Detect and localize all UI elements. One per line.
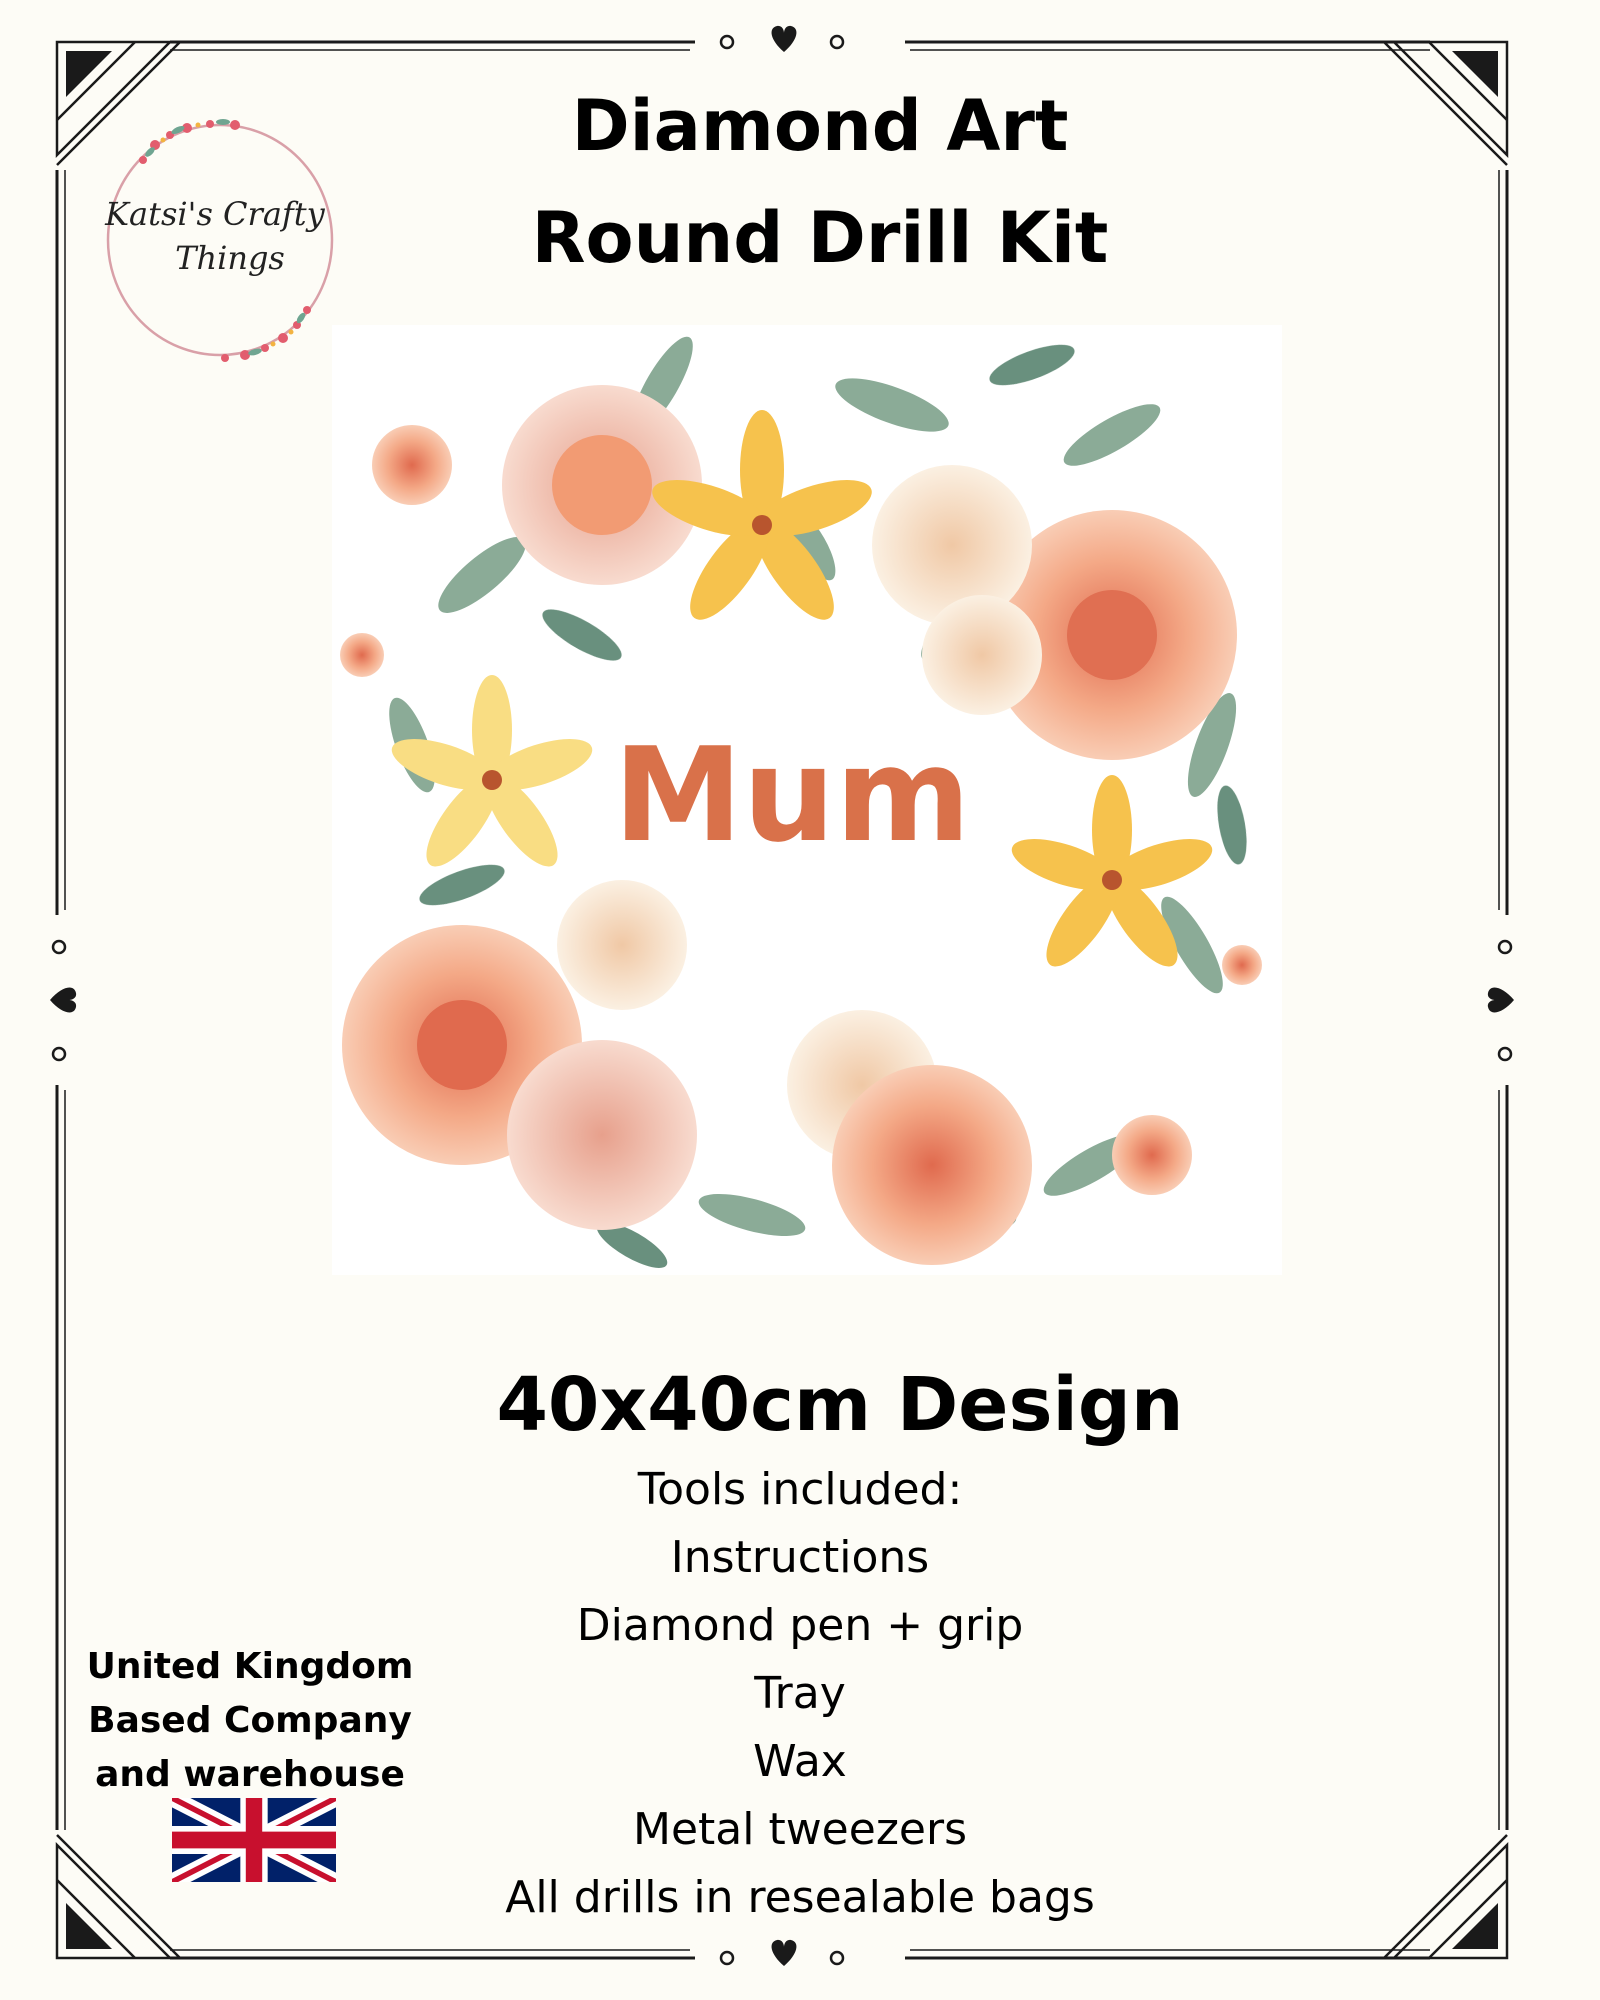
list-item: All drills in resealable bags xyxy=(505,1872,1095,1923)
floral-wreath-illustration-icon xyxy=(332,325,1282,1275)
list-item: Diamond pen + grip xyxy=(576,1600,1024,1651)
company-line-3: and warehouse xyxy=(95,1754,405,1795)
logo-text: Katsi's Crafty Things xyxy=(105,195,325,277)
tools-list xyxy=(440,1456,1160,1932)
company-line-1: United Kingdom xyxy=(86,1646,414,1687)
tools-heading: Tools included: xyxy=(637,1464,963,1515)
title-line-2: Round Drill Kit xyxy=(531,197,1109,279)
artwork-text: Mum xyxy=(613,719,971,871)
brand-logo xyxy=(95,100,345,380)
product-artwork xyxy=(332,325,1282,1275)
page-title xyxy=(420,70,1220,294)
list-item: Metal tweezers xyxy=(632,1804,968,1855)
list-item: Wax xyxy=(753,1736,847,1787)
list-item: Instructions xyxy=(670,1532,930,1583)
floral-wreath-logo-icon xyxy=(95,100,345,380)
design-size: 40x40cm Design xyxy=(496,1362,1184,1448)
union-jack-flag-icon xyxy=(172,1798,336,1882)
company-line-2: Based Company xyxy=(88,1700,412,1741)
company-info xyxy=(80,1640,420,1802)
list-item: Tray xyxy=(754,1668,846,1719)
title-line-1: Diamond Art xyxy=(571,85,1069,167)
